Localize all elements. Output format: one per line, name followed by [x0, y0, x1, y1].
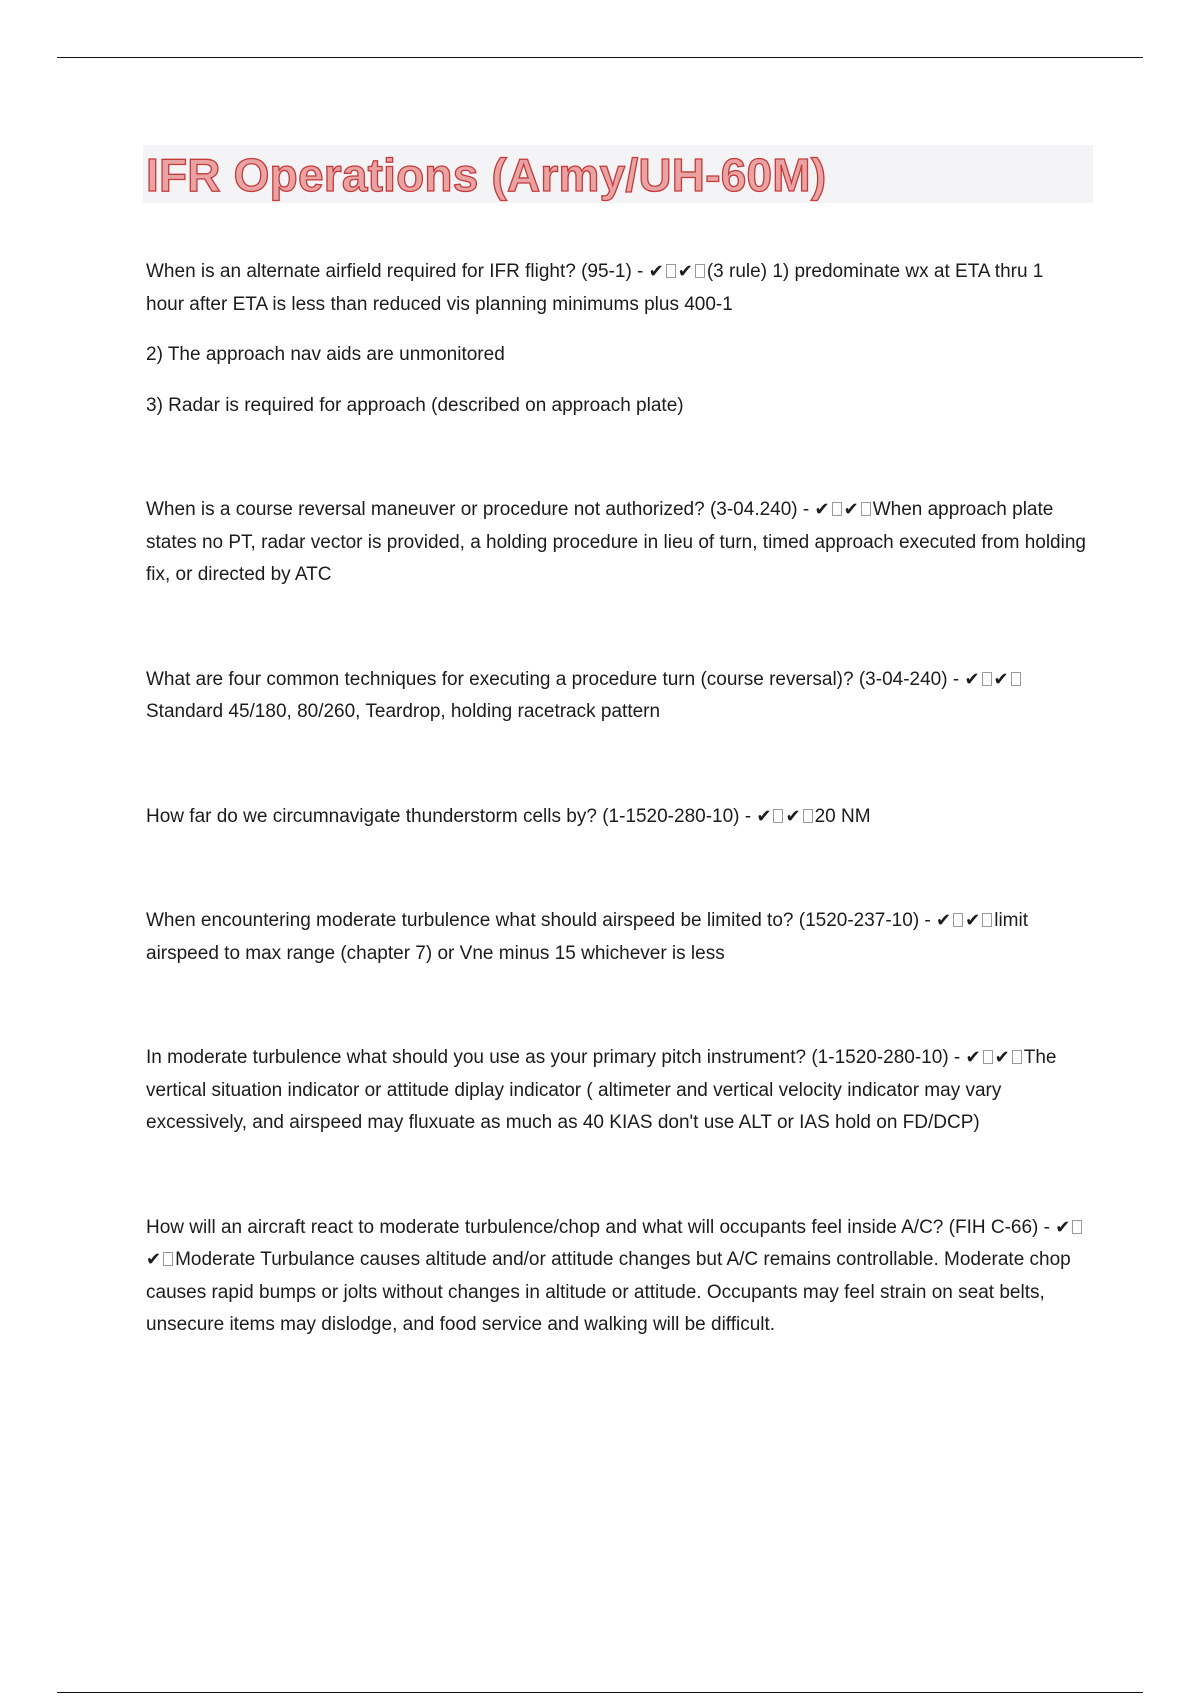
- header-rule: [57, 57, 1143, 58]
- checkmark-icon: ✔: [965, 1047, 981, 1068]
- answer-text: Standard 45/180, 80/260, Teardrop, holding racetrack pattern: [146, 701, 661, 722]
- qa-text: [146, 801, 1086, 834]
- missing-glyph-icon: [695, 264, 705, 278]
- answer-text: The vertical situation indicator or attitude diplay indicator ( altimeter and vertical velocity indicator may vary excessively, and airspeed may fluxuate as much as 40 KIAS don't use ALT or IAS hold on FD/DCP): [146, 1047, 1057, 1133]
- qa-item: [146, 494, 1086, 592]
- answer-text: (3 rule) 1) predominate wx at ETA thru 1 hour after ETA is less than reduced vis planning minimums plus 400-1: [146, 261, 1044, 315]
- qa-text: [146, 256, 1086, 321]
- question-text: How will an aircraft react to moderate turbulence/chop and what will occupants feel inside A/C? (FIH C-66) -: [146, 1216, 1056, 1238]
- page-title: IFR Operations (Army/UH-60M): [146, 149, 827, 201]
- answer-text: When approach plate states no PT, radar vector is provided, a holding procedure in lieu of turn, timed approach executed from holding fix, or directed by ATC: [146, 499, 1086, 585]
- checkmark-icon: ✔: [994, 1047, 1010, 1068]
- qa-list: [146, 256, 1086, 1342]
- checkmark-icon: ✔: [1055, 1216, 1071, 1238]
- qa-text: [146, 1042, 1086, 1140]
- checkmark-icon: ✔: [993, 668, 1009, 690]
- question-text: When encountering moderate turbulence what should airspeed be limited to? (1520-237-10) -: [146, 910, 937, 931]
- question-text: How far do we circumnavigate thunderstorm cells by? (1-1520-280-10) -: [146, 805, 757, 827]
- question-text: What are four common techniques for executing a procedure turn (course reversal)? (3-04-240) -: [146, 668, 965, 690]
- qa-text: [146, 494, 1086, 592]
- answer-text: Moderate Turbulance causes altitude and/or attitude changes but A/C remains controllable. Moderate chop causes rapid bumps or jolts without changes in altitude or attitude. Occupants may feel strain on seat belts, unsecure items may dislodge, and food service and walking will be difficult.: [146, 1249, 1071, 1335]
- answer-line: 2) The approach nav aids are unmonitored: [146, 344, 505, 365]
- footer-rule: [57, 1692, 1143, 1693]
- missing-glyph-icon: [983, 1050, 993, 1064]
- checkmark-icon: ✔: [814, 499, 830, 520]
- missing-glyph-icon: [1012, 1050, 1022, 1064]
- answer-text: limit airspeed to max range (chapter 7) or Vne minus 15 whichever is less: [146, 910, 1028, 964]
- qa-item: [146, 256, 1086, 422]
- qa-item: [146, 905, 1086, 970]
- missing-glyph-icon: [861, 502, 871, 516]
- qa-item: [146, 801, 1086, 834]
- question-text: When is an alternate airfield required for IFR flight? (95-1) -: [146, 261, 649, 282]
- missing-glyph-icon: [832, 502, 842, 516]
- checkmark-icon: ✔: [648, 261, 664, 282]
- missing-glyph-icon: [982, 913, 992, 927]
- missing-glyph-icon: [1011, 672, 1021, 686]
- missing-glyph-icon: [773, 809, 783, 823]
- checkmark-icon: ✔: [677, 261, 693, 282]
- checkmark-icon: ✔: [785, 805, 801, 827]
- missing-glyph-icon: [1072, 1220, 1082, 1234]
- missing-glyph-icon: [953, 913, 963, 927]
- answer-text: 20 NM: [814, 805, 871, 827]
- question-text: When is a course reversal maneuver or procedure not authorized? (3-04.240) -: [146, 499, 815, 520]
- checkmark-icon: ✔: [965, 910, 981, 931]
- checkmark-icon: ✔: [756, 805, 772, 827]
- missing-glyph-icon: [666, 264, 676, 278]
- checkmark-icon: ✔: [146, 1249, 162, 1270]
- question-text: In moderate turbulence what should you use as your primary pitch instrument? (1-1520-280-10) -: [146, 1047, 966, 1068]
- qa-item: [146, 1042, 1086, 1140]
- checkmark-icon: ✔: [964, 668, 980, 690]
- qa-item: [146, 1212, 1086, 1342]
- missing-glyph-icon: [982, 672, 992, 686]
- qa-text: [146, 664, 1086, 729]
- checkmark-icon: ✔: [843, 499, 859, 520]
- qa-text: [146, 1212, 1086, 1342]
- checkmark-icon: ✔: [936, 910, 952, 931]
- qa-item: [146, 664, 1086, 729]
- missing-glyph-icon: [803, 809, 813, 823]
- answer-line: 3) Radar is required for approach (described on approach plate): [146, 394, 684, 416]
- missing-glyph-icon: [163, 1252, 173, 1266]
- qa-text: [146, 905, 1086, 970]
